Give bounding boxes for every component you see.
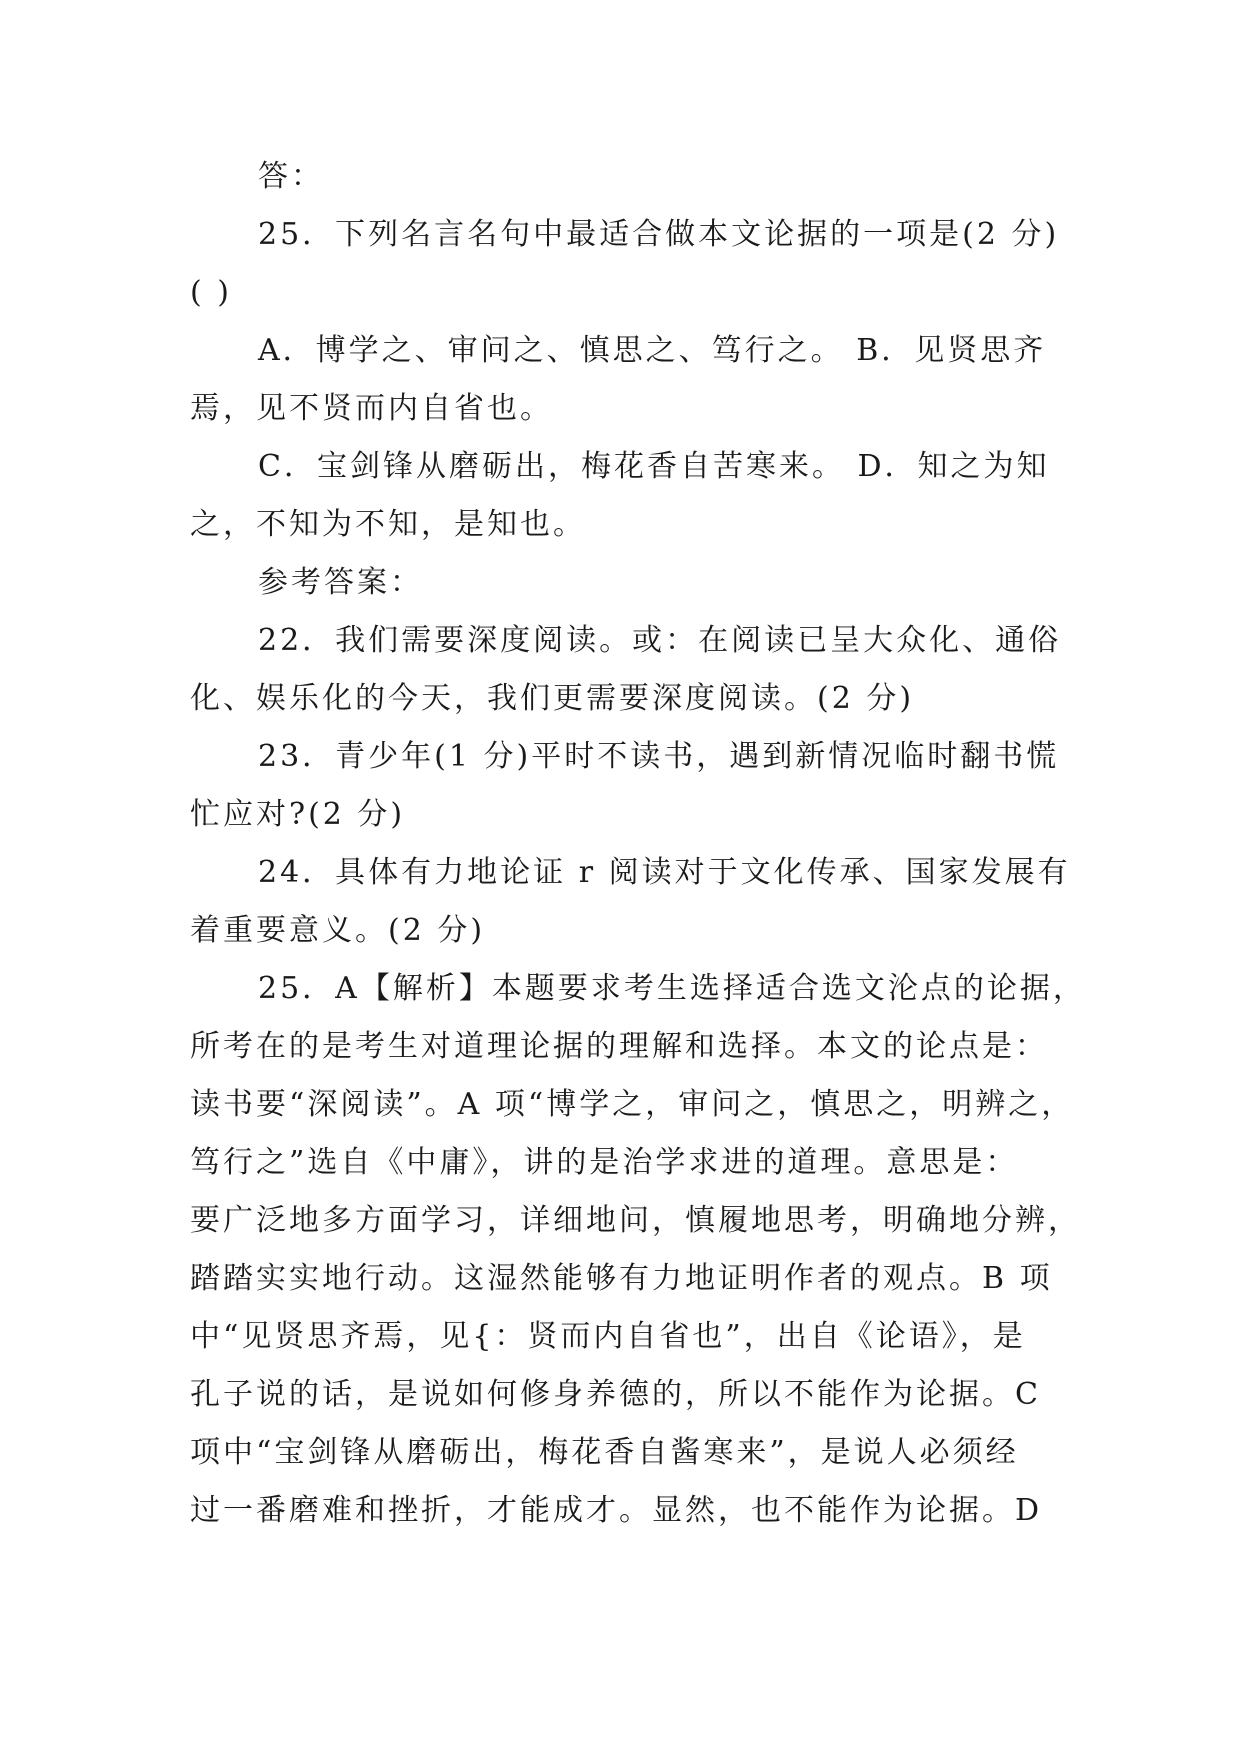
text-line: 焉，见不贤而内自省也。 xyxy=(190,391,553,426)
text-line: 23．青少年(1 分)平时不读书，遇到新情况临时翻书慌 xyxy=(258,739,1060,774)
text-line: 24．具体有力地论证 r 阅读对于文化传承、国家发展有 xyxy=(258,855,1071,890)
text-line: 化、娱乐化的今天，我们更需要深度阅读。(2 分) xyxy=(190,681,915,716)
text-line: 之，不知为不知，是知也。 xyxy=(190,507,586,542)
text-line: 参考答案： xyxy=(258,565,423,600)
text-line: 孔子说的话，是说如何修身养德的，所以不能作为论据。C xyxy=(190,1377,1041,1412)
text-line: 答： xyxy=(258,159,324,194)
text-line: 着重要意义。(2 分) xyxy=(190,913,486,948)
text-line: 22．我们需要深度阅读。或：在阅读已呈大众化、通俗 xyxy=(258,623,1062,658)
text-line: 中“见贤思齐焉，见{：贤而内自省也”，出自《论语》，是 xyxy=(190,1319,1026,1354)
text-line: 笃行之”选自《中庸》，讲的是治学求进的道理。意思是： xyxy=(190,1145,1019,1180)
text-line: 踏踏实实地行动。这湿然能够有力地证明作者的观点。B 项 xyxy=(190,1261,1053,1296)
text-line: 25．A【解析】本题要求考生选择适合选文沦点的论据， xyxy=(258,971,1086,1006)
text-line: ( ) xyxy=(190,275,232,310)
text-line: 项中“宝剑锋从磨砺出，梅花香自酱寒来”，是说人必须经 xyxy=(190,1435,1019,1470)
text-line: 过一番磨难和挫折，才能成才。显然，也不能作为论据。D xyxy=(190,1493,1043,1528)
text-line: 读书要“深阅读”。A 项“博学之，审问之，慎思之，明辨之， xyxy=(190,1087,1075,1122)
text-line: 所考在的是考生对道理论据的理解和选择。本文的论点是： xyxy=(190,1029,1048,1064)
document-page xyxy=(190,148,1086,1540)
text-line: 25．下列名言名句中最适合做本文论据的一项是(2 分) xyxy=(258,217,1060,252)
text-line: C．宝剑锋从磨砺出，梅花香自苦寒来。 D．知之为知 xyxy=(258,449,1050,484)
text-line: 要广泛地多方面学习，详细地问，慎履地思考，明确地分辨， xyxy=(190,1203,1081,1238)
text-line: A．博学之、审问之、慎思之、笃行之。 B．见贤思齐 xyxy=(258,333,1047,368)
text-line: 忙应对?(2 分) xyxy=(190,797,406,832)
